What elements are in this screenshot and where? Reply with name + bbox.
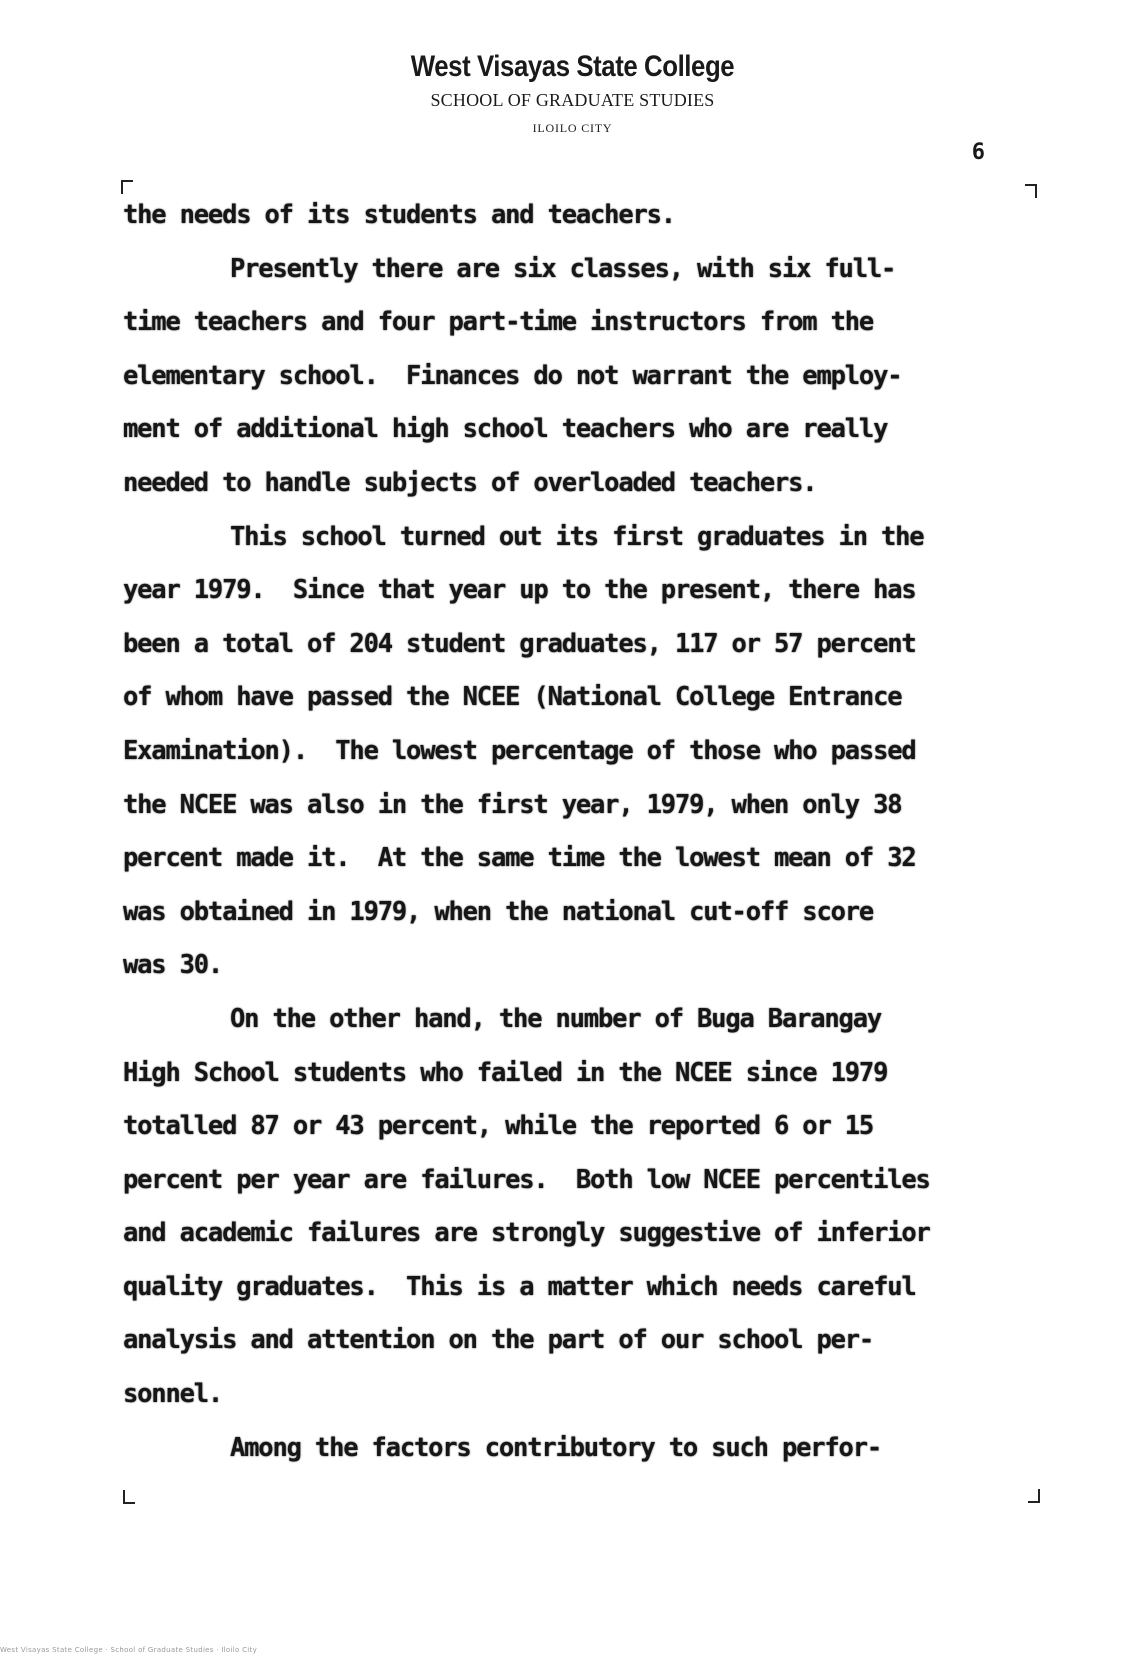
- text-line: time teachers and four part-time instructors from the: [123, 307, 874, 338]
- text-line: Examination). The lowest percentage of those who passed: [123, 735, 916, 766]
- text-line: was obtained in 1979, when the national cut-off score: [123, 896, 874, 927]
- text-line: needed to handle subjects of overloaded teachers.: [123, 467, 817, 498]
- text-line: ment of additional high school teachers who are really: [123, 414, 888, 445]
- text-line: and academic failures are strongly suggestive of inferior: [123, 1218, 930, 1249]
- text-line: quality graduates. This is a matter which needs careful: [123, 1271, 916, 1302]
- letterhead: [0, 50, 1137, 136]
- text-line: of whom have passed the NCEE (National College Entrance: [123, 682, 902, 713]
- city-name: ILOILO CITY: [532, 121, 613, 135]
- text-line: percent made it. At the same time the lowest mean of 32: [123, 843, 916, 874]
- text-line: This school turned out its first graduates in the: [230, 521, 924, 552]
- school-name: SCHOOL OF GRADUATE STUDIES: [430, 90, 715, 110]
- text-line: elementary school. Finances do not warrant the employ-: [123, 360, 902, 391]
- page-number: 6: [971, 140, 985, 165]
- text-line: percent per year are failures. Both low NCEE percentiles: [123, 1164, 930, 1195]
- text-line: totalled 87 or 43 percent, while the reported 6 or 15: [123, 1111, 874, 1142]
- footer-scan-note: West Visayas State College · School of Graduate Studies · Iloilo City: [0, 1646, 258, 1654]
- text-line: was 30.: [123, 950, 223, 981]
- text-line: Among the factors contributory to such perfor-: [230, 1432, 882, 1463]
- college-name: West Visayas State College: [410, 50, 735, 83]
- text-line: sonnel.: [123, 1379, 223, 1410]
- text-line: year 1979. Since that year up to the present, there has: [123, 575, 916, 606]
- crop-mark-bottom-left: [123, 1490, 135, 1504]
- crop-mark-top-left: [121, 180, 133, 194]
- crop-mark-top-right: [1025, 184, 1037, 198]
- crop-mark-bottom-right: [1028, 1489, 1040, 1503]
- text-line: the NCEE was also in the first year, 1979, when only 38: [123, 789, 902, 820]
- text-line: been a total of 204 student graduates, 117 or 57 percent: [123, 628, 916, 659]
- body-text: [123, 200, 1043, 1486]
- text-line: analysis and attention on the part of our school per-: [123, 1325, 874, 1356]
- text-line: High School students who failed in the NCEE since 1979: [123, 1057, 888, 1088]
- text-line: On the other hand, the number of Buga Barangay: [230, 1003, 882, 1034]
- text-line: Presently there are six classes, with six full-: [230, 253, 896, 284]
- text-line: the needs of its students and teachers.: [123, 200, 675, 230]
